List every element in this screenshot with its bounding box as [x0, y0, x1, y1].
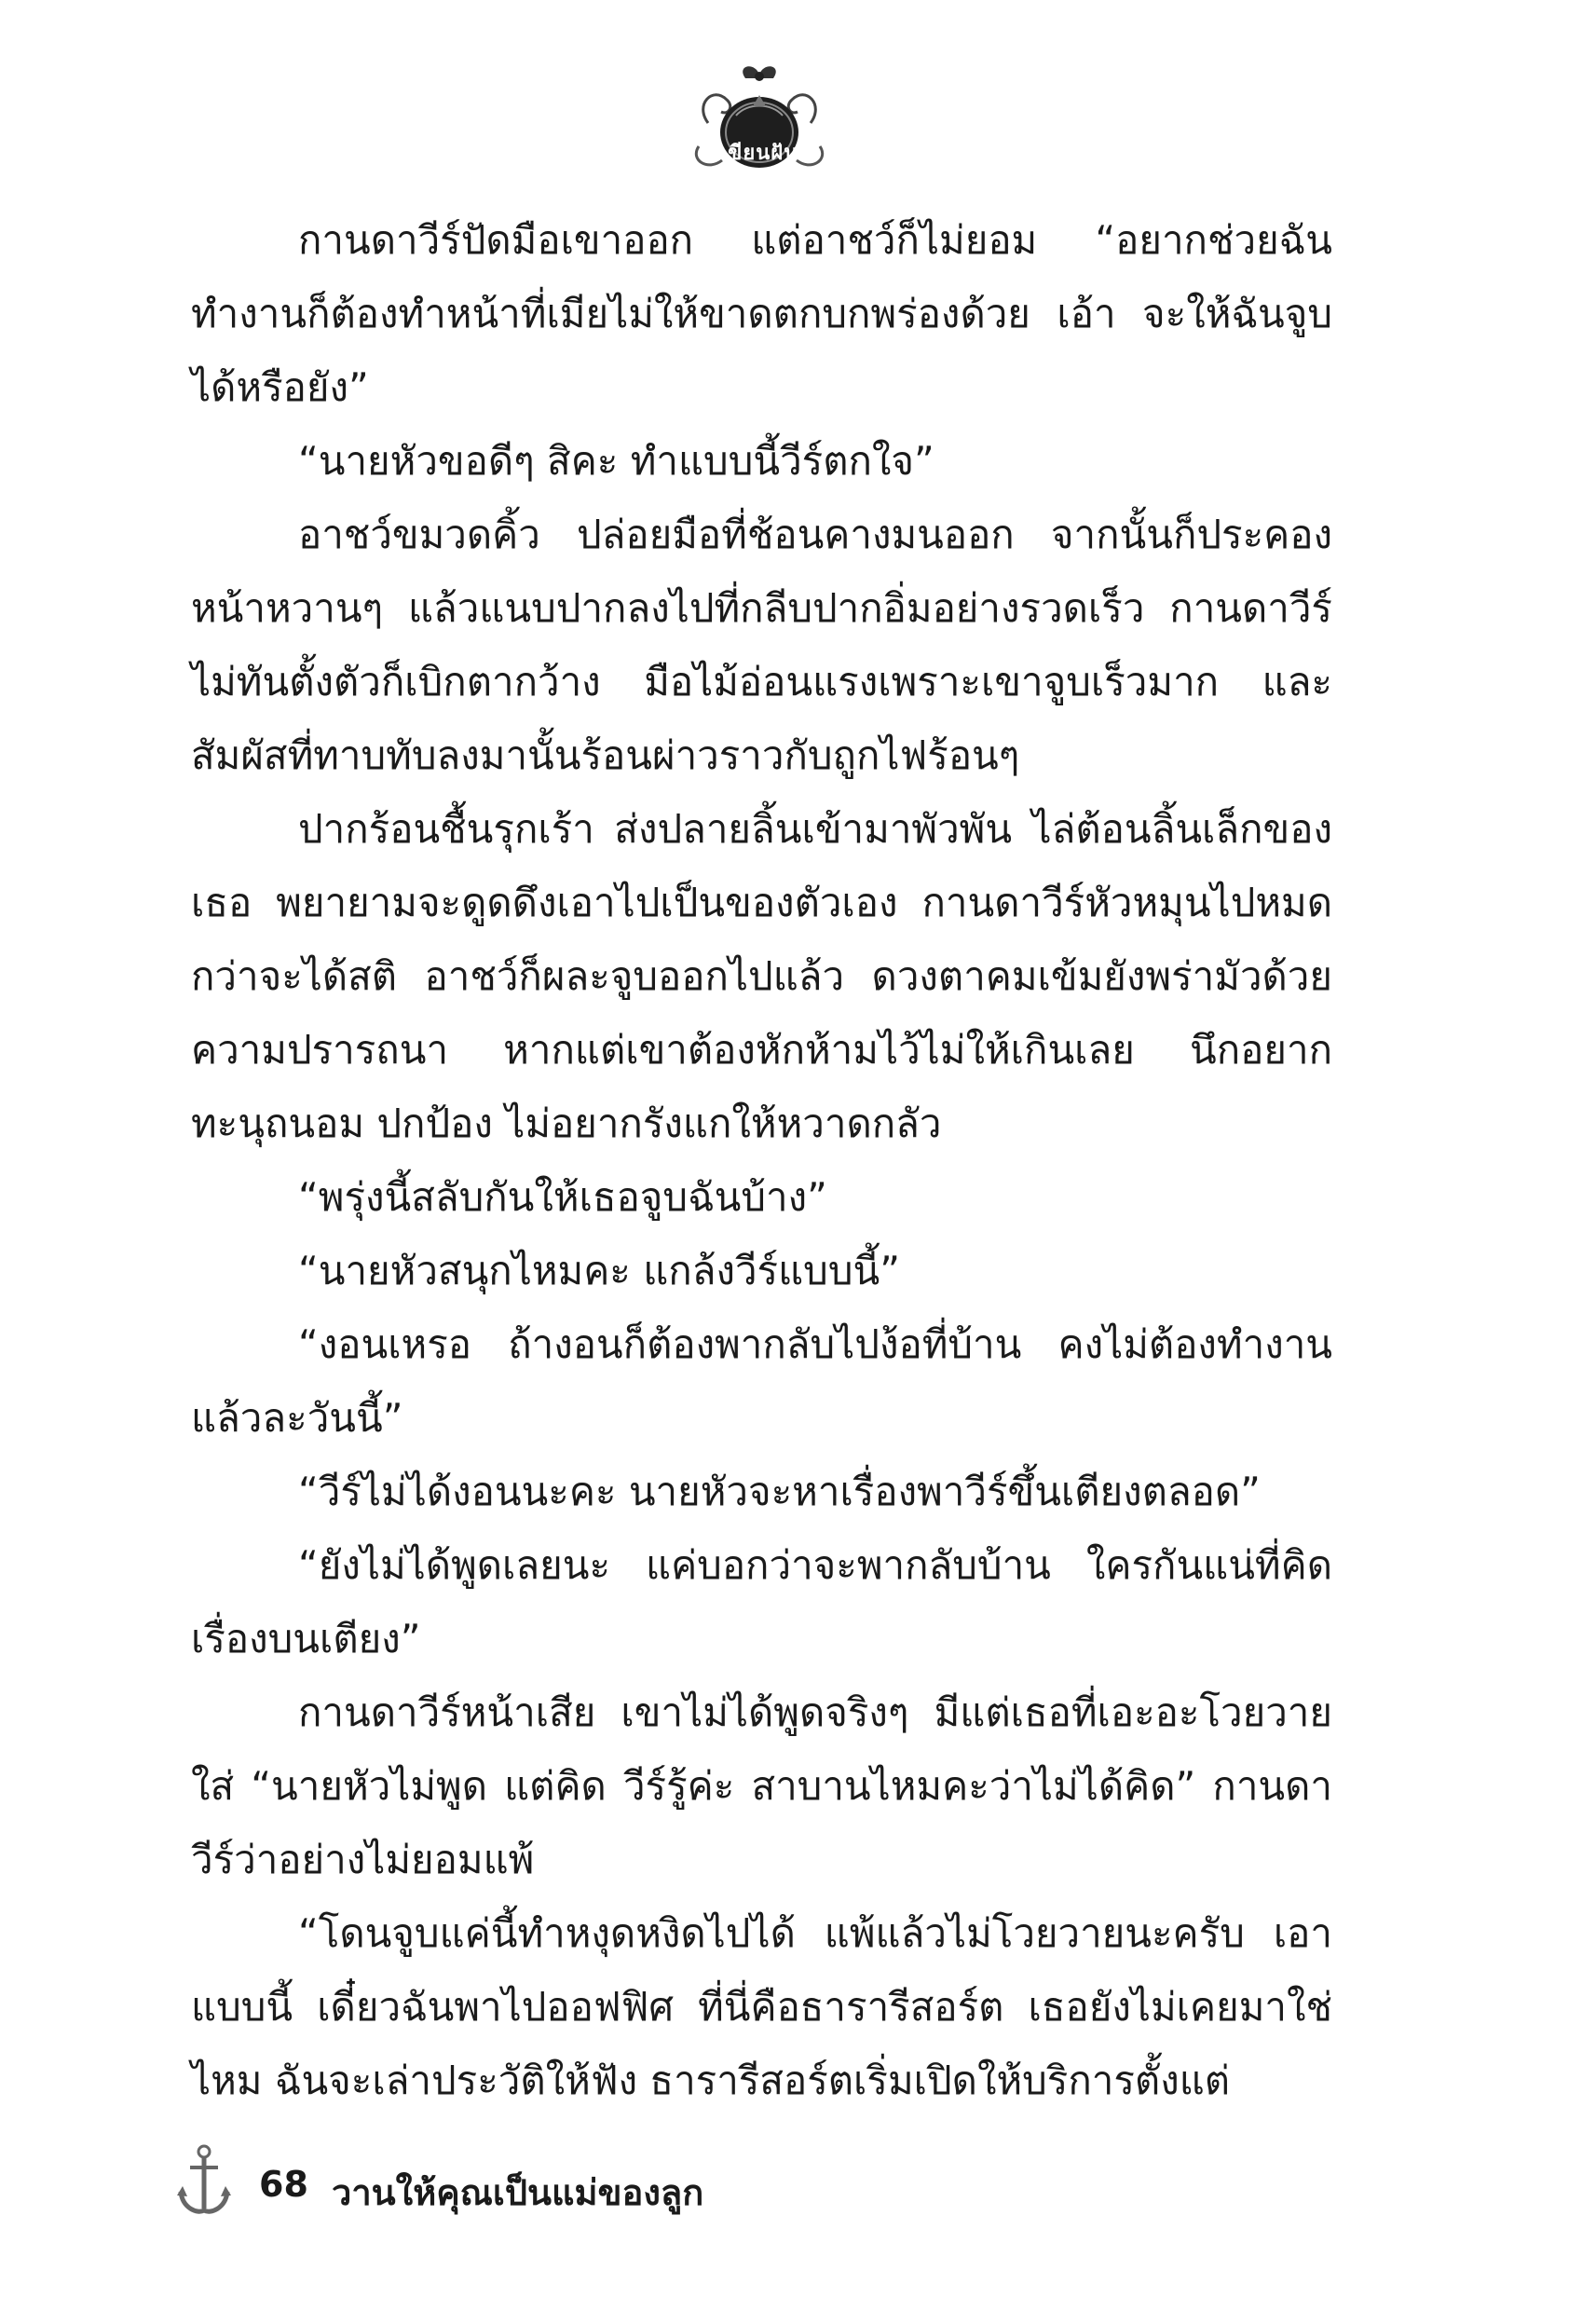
book-title: วานให้คุณเป็นแม่ของลูก: [332, 2172, 704, 2213]
page-footer: [175, 2143, 1014, 2227]
publisher-logo: [689, 58, 829, 179]
story-text: [191, 203, 1332, 2117]
paragraph: “วีร์ไม่ได้งอนนะคะ นายหัวจะหาเรื่องพาวีร์ขึ้นเตียงตลอด”: [298, 1469, 1261, 1514]
logo-text: เขียนฝัน: [719, 142, 799, 165]
paragraph: อาชว์ขมวดคิ้ว ปล่อยมือที่ช้อนคางมนออก จากนั้นก็ประคองหน้าหวานๆ แล้วแนบปากลงไปที่กลีบปากอิ่มอย่างรวดเร็ว กานดาวีร์ไม่ทันตั้งตัวก็เบิกตากว้าง มือไม้อ่อนแรงเพราะเขาจูบเร็วมาก และสัมผัสที่ทาบทับลงมานั้นร้อนผ่าวราวกับถูกไฟร้อนๆ: [191, 512, 1332, 778]
paragraph: “งอนเหรอ ถ้างอนก็ต้องพากลับไปง้อที่บ้าน คงไม่ต้องทำงานแล้วละวันนี้”: [191, 1321, 1332, 1441]
paragraph: กานดาวีร์ปัดมือเขาออก แต่อาชว์ก็ไม่ยอม “อยากช่วยฉันทำงานก็ต้องทำหน้าที่เมียไม่ให้ขาดตกบกพร่องด้วย เอ้า จะให้ฉันจูบได้หรือยัง”: [191, 217, 1332, 410]
paragraph: “นายหัวขอดีๆ สิคะ ทำแบบนี้วีร์ตกใจ”: [298, 438, 934, 484]
page-number: 68: [259, 2164, 308, 2205]
paragraph: “ยังไม่ได้พูดเลยนะ แค่บอกว่าจะพากลับบ้าน ใครกันแน่ที่คิดเรื่องบนเตียง”: [191, 1542, 1332, 1661]
paragraph: กานดาวีร์หน้าเสีย เขาไม่ได้พูดจริงๆ มีแต่เธอที่เอะอะโวยวายใส่ “นายหัวไม่พูด แต่คิด วีร์รู้ค่ะ สาบานไหมคะว่าไม่ได้คิด” กานดาวีร์ว่าอย่างไม่ยอมแพ้: [191, 1689, 1332, 1882]
paragraph: “โดนจูบแค่นี้ทำหงุดหงิดไปได้ แพ้แล้วไม่โวยวายนะครับ เอาแบบนี้ เดี๋ยวฉันพาไปออฟฟิศ ที่นี่คือธารารีสอร์ต เธอยังไม่เคยมาใช่ไหม ฉันจะเล่าประวัติให้ฟัง ธารารีสอร์ตเริ่มเปิดให้บริการตั้งแต่: [191, 1910, 1332, 2103]
paragraph: “พรุ่งนี้สลับกันให้เธอจูบฉันบ้าง”: [298, 1174, 827, 1220]
anchor-icon: [175, 2143, 233, 2218]
paragraph: ปากร้อนชื้นรุกเร้า ส่งปลายลิ้นเข้ามาพัวพัน ไล่ต้อนลิ้นเล็กของเธอ พยายามจะดูดดึงเอาไปเป็นของตัวเอง กานดาวีร์หัวหมุนไปหมดกว่าจะได้สติ อาชว์ก็ผละจูบออกไปแล้ว ดวงตาคมเข้มยังพร่ามัวด้วยความปรารถนา หากแต่เขาต้องหักห้ามไว้ไม่ให้เกินเลย นึกอยากทะนุถนอม ปกป้อง ไม่อยากรังแกให้หวาดกลัว: [191, 806, 1332, 1146]
paragraph: “นายหัวสนุกไหมคะ แกล้งวีร์แบบนี้”: [298, 1248, 900, 1293]
